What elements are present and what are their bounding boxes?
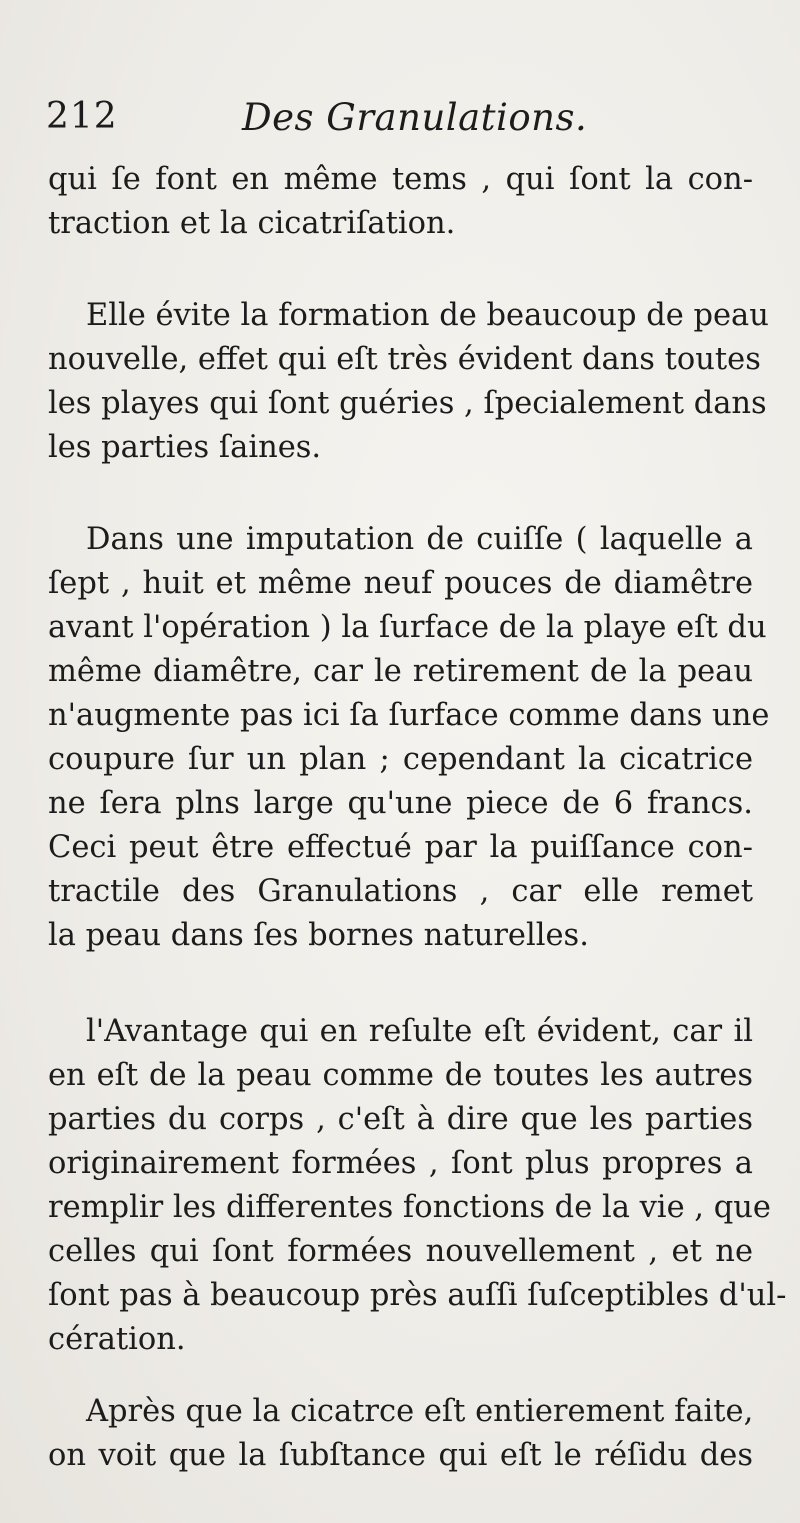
text-line: coupure ſur un plan ; cependant la cicatrice (48, 742, 753, 777)
text-line: ſept , huit et même neuf pouces de diamêtre (48, 566, 753, 601)
text-line: ne ſera plns large qu'une piece de 6 francs. (48, 786, 753, 821)
page-header (46, 96, 766, 152)
text-line: remplir les differentes fonctions de la vie , que (48, 1190, 771, 1225)
running-title: Des Granulations. (242, 96, 588, 139)
text-line: nouvelle, effet qui eſt très évident dans toutes (48, 342, 761, 377)
text-line: les parties ſaines. (48, 430, 322, 465)
text-line: Elle évite la formation de beaucoup de peau (86, 298, 769, 333)
text-line: tractile des Granulations , car elle remet (48, 874, 753, 909)
page-number: 212 (46, 96, 118, 137)
text-line: les playes qui ſont guéries , ſpecialement dans (48, 386, 767, 421)
text-line: la peau dans ſes bornes naturelles. (48, 918, 589, 953)
text-line: ſont pas à beaucoup près auſſi ſuſceptibles d'ul- (48, 1278, 787, 1313)
text-line: celles qui ſont formées nouvellement , et ne (48, 1234, 753, 1269)
text-line: l'Avantage qui en reſulte eſt évident, car il (86, 1014, 753, 1049)
text-line: en eſt de la peau comme de toutes les autres (48, 1058, 753, 1093)
text-line: Ceci peut être effectué par la puiſſance con- (48, 830, 753, 865)
text-line: n'augmente pas ici ſa ſurface comme dans une (48, 698, 770, 733)
text-line: Dans une imputation de cuiſſe ( laquelle a (86, 522, 753, 557)
text-line: cération. (48, 1322, 186, 1357)
text-line: qui ſe font en même tems , qui ſont la con- (48, 162, 753, 197)
text-line: originairement formées , ſont plus propres a (48, 1146, 753, 1181)
text-line: même diamêtre, car le retirement de la peau (48, 654, 753, 689)
text-line: parties du corps , c'eſt à dire que les parties (48, 1102, 753, 1137)
text-line: on voit que la ſubſtance qui eſt le réſidu des (48, 1438, 753, 1473)
text-line: Après que la cicatrce eſt entierement faite, (86, 1394, 754, 1429)
text-line: traction et la cicatriſation. (48, 206, 456, 241)
text-line: avant l'opération ) la ſurface de la playe eſt du (48, 610, 767, 645)
